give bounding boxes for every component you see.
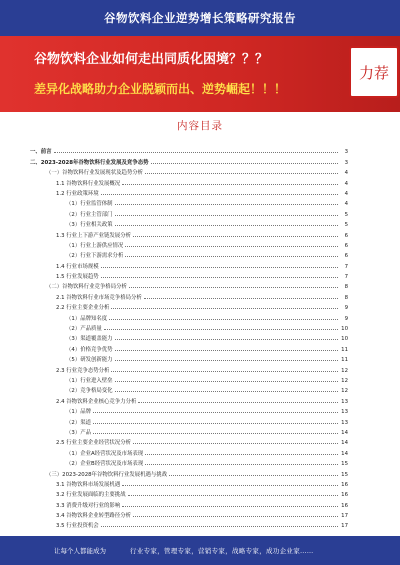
toc-leader-dots — [54, 152, 338, 153]
toc-leader-dots — [104, 329, 338, 330]
toc-entry-page: 13 — [341, 409, 348, 416]
toc-entry-page: 14 — [341, 450, 348, 457]
toc-entry[interactable] — [30, 415, 348, 425]
toc-entry-label: （2）行业下游需求分析 — [66, 253, 124, 260]
toc-entry-label: 2.2 行业主要企业分析 — [56, 305, 110, 312]
toc-entry-page: 10 — [341, 326, 348, 333]
toc-entry[interactable] — [30, 446, 348, 456]
toc-leader-dots — [93, 412, 338, 413]
toc-entry-page: 15 — [341, 471, 348, 478]
toc-entry-page: 17 — [341, 523, 348, 530]
toc-entry-label: 3.3 消费升级对行业的影响 — [56, 502, 121, 509]
toc-leader-dots — [122, 184, 338, 185]
toc-entry-label: 3.5 行业投资机会 — [56, 523, 99, 530]
toc-entry-label: （1）行业监管体制 — [66, 201, 113, 208]
toc-entry-label: （一）谷物饮料行业发展现状及趋势分析 — [46, 170, 144, 177]
toc-entry[interactable] — [30, 176, 348, 186]
toc-leader-dots — [101, 277, 338, 278]
toc-entry-page: 17 — [341, 513, 348, 520]
toc-entry-label: （1）行业上游供应情况 — [66, 242, 124, 249]
toc-entry[interactable] — [30, 363, 348, 373]
toc-entry-label: （三）2023-2028年谷物饮料行业发展机遇与挑战 — [46, 471, 168, 478]
toc-entry[interactable] — [30, 488, 348, 498]
toc-entry-page: 12 — [341, 367, 348, 374]
toc-entry-label: 1.5 行业发展趋势 — [56, 274, 99, 281]
toc-entry-label: 3.4 谷物饮料企业转型路径分析 — [56, 513, 131, 520]
toc-leader-dots — [115, 225, 338, 226]
toc-leader-dots — [93, 433, 338, 434]
toc-entry-page: 9 — [344, 305, 348, 312]
toc-entry-page: 12 — [341, 388, 348, 395]
toc-entry[interactable] — [30, 374, 348, 384]
footer-slogan: 让每个人都能成为 — [54, 547, 106, 555]
toc-entry-label: （1）品牌 — [66, 409, 91, 416]
toc-entry-label: 二、2023-2028年谷物饮料行业发展及竞争态势 — [30, 159, 149, 166]
report-title: 谷物饮料企业逆势增长策略研究报告 — [104, 11, 296, 25]
toc-entry-label: （2）竞争格局变化 — [66, 388, 113, 395]
toc-entry-page: 8 — [344, 294, 348, 301]
footer-roles: 行业专家，管理专家，营销专家，战略专家，成功企业家…… — [130, 547, 314, 555]
toc-leader-dots — [101, 267, 338, 268]
toc-entry-label: （1）企业A经营状况及市场表现 — [66, 450, 144, 457]
toc-leader-dots — [144, 298, 338, 299]
toc-entry-label: （3）渠道覆盖能力 — [66, 336, 113, 343]
toc-entry-page: 6 — [344, 242, 348, 249]
toc-entry-label: 1.3 行业上下游产业链发展分析 — [56, 232, 131, 239]
toc-entry[interactable] — [30, 197, 348, 207]
toc-entry-page: 14 — [341, 429, 348, 436]
toc-entry-label: 3.2 行业发展面临的主要挑战 — [56, 492, 126, 499]
toc-entry[interactable] — [30, 519, 348, 529]
toc-entry[interactable] — [30, 384, 348, 394]
toc-leader-dots — [122, 485, 338, 486]
toc-leader-dots — [111, 371, 338, 372]
toc-leader-dots — [122, 506, 338, 507]
toc-entry[interactable] — [30, 457, 348, 467]
toc-entry-label: （3）产品 — [66, 429, 91, 436]
toc-entry[interactable] — [30, 155, 348, 165]
toc-entry-label: （1）行业进入壁垒 — [66, 377, 113, 384]
toc-leader-dots — [93, 423, 338, 424]
toc-leader-dots — [151, 163, 339, 164]
toc-entry-page: 8 — [344, 284, 348, 291]
toc-entry-page: 3 — [344, 149, 348, 156]
toc-leader-dots — [115, 350, 338, 351]
toc-entry[interactable] — [30, 166, 348, 176]
toc-entry-page: 5 — [344, 211, 348, 218]
toc-leader-dots — [145, 454, 338, 455]
toc-leader-dots — [169, 475, 338, 476]
toc-entry-page: 16 — [341, 481, 348, 488]
toc-leader-dots — [111, 308, 338, 309]
toc-title: 内容目录 — [177, 120, 223, 132]
toc-entry[interactable] — [30, 394, 348, 404]
toc-leader-dots — [125, 256, 338, 257]
toc-entry-label: 一、前言 — [30, 149, 52, 156]
toc-entry-page: 7 — [344, 274, 348, 281]
toc-entry-page: 5 — [344, 222, 348, 229]
toc-entry-page: 12 — [341, 377, 348, 384]
toc-entry[interactable] — [30, 280, 348, 290]
toc-leader-dots — [115, 204, 338, 205]
toc-entry-label: （二）谷物饮料行业竞争格局分析 — [46, 284, 127, 291]
toc-entry-label: 2.1 谷物饮料行业市场竞争格局分析 — [56, 294, 142, 301]
toc-leader-dots — [115, 339, 338, 340]
toc-entry[interactable] — [30, 228, 348, 238]
toc-entry-label: 2.5 行业主要企业经营状况分析 — [56, 440, 131, 447]
table-of-contents — [30, 145, 348, 529]
promo-banner — [0, 36, 400, 112]
toc-leader-dots — [115, 381, 338, 382]
toc-leader-dots — [115, 215, 338, 216]
toc-entry-label: （1）品牌知名度 — [66, 315, 108, 322]
toc-entry[interactable] — [30, 301, 348, 311]
toc-entry[interactable] — [30, 311, 348, 321]
toc-entry[interactable] — [30, 426, 348, 436]
toc-entry-page: 7 — [344, 263, 348, 270]
toc-entry-label: 1.4 行业市场规模 — [56, 263, 99, 270]
report-header — [0, 0, 400, 36]
toc-leader-dots — [128, 495, 338, 496]
toc-entry[interactable] — [30, 353, 348, 363]
toc-leader-dots — [115, 360, 338, 361]
toc-entry[interactable] — [30, 332, 348, 342]
toc-entry-label: （5）研发创新能力 — [66, 357, 113, 364]
toc-entry-page: 11 — [341, 346, 348, 353]
toc-leader-dots — [101, 194, 338, 195]
toc-entry[interactable] — [30, 478, 348, 488]
toc-entry-page: 6 — [344, 232, 348, 239]
toc-entry-page: 4 — [344, 170, 348, 177]
toc-leader-dots — [133, 236, 338, 237]
toc-leader-dots — [138, 402, 338, 403]
toc-entry[interactable] — [30, 207, 348, 217]
toc-entry-label: 1.2 行业政策环境 — [56, 190, 99, 197]
toc-entry-page: 14 — [341, 440, 348, 447]
toc-entry-page: 3 — [344, 159, 348, 166]
toc-leader-dots — [133, 443, 338, 444]
toc-entry[interactable] — [30, 498, 348, 508]
toc-leader-dots — [145, 464, 338, 465]
toc-entry-page: 10 — [341, 336, 348, 343]
toc-leader-dots — [129, 287, 338, 288]
toc-leader-dots — [109, 319, 338, 320]
banner-question: 谷物饮料企业如何走出同质化困境？？？ — [34, 52, 269, 67]
toc-leader-dots — [133, 516, 338, 517]
toc-leader-dots — [115, 391, 338, 392]
toc-entry-page: 4 — [344, 190, 348, 197]
recommend-badge: 力荐 — [349, 46, 399, 98]
toc-entry-label: （3）行业相关政策 — [66, 222, 113, 229]
toc-leader-dots — [101, 526, 338, 527]
toc-entry-label: 1.1 谷物饮料行业发展概况 — [56, 180, 121, 187]
toc-entry-label: 2.3 行业竞争态势分析 — [56, 367, 110, 374]
toc-entry[interactable] — [30, 249, 348, 259]
toc-entry-page: 13 — [341, 419, 348, 426]
footer-bar — [0, 536, 400, 565]
toc-entry[interactable] — [30, 405, 348, 415]
toc-entry[interactable] — [30, 187, 348, 197]
toc-entry-page: 16 — [341, 492, 348, 499]
toc-entry[interactable] — [30, 467, 348, 477]
toc-entry-page: 4 — [344, 180, 348, 187]
toc-entry[interactable] — [30, 322, 348, 332]
toc-entry[interactable] — [30, 259, 348, 269]
toc-entry-page: 15 — [341, 461, 348, 468]
toc-entry-label: 2.4 谷物饮料企业核心竞争力分析 — [56, 398, 137, 405]
toc-entry-page: 11 — [341, 357, 348, 364]
toc-entry[interactable] — [30, 342, 348, 352]
toc-entry-page: 4 — [344, 201, 348, 208]
toc-entry-page: 13 — [341, 398, 348, 405]
toc-entry[interactable] — [30, 145, 348, 155]
toc-entry[interactable] — [30, 270, 348, 280]
toc-leader-dots — [145, 173, 338, 174]
toc-entry[interactable] — [30, 509, 348, 519]
toc-entry-label: （4）价格竞争优势 — [66, 346, 113, 353]
toc-leader-dots — [125, 246, 338, 247]
toc-entry[interactable] — [30, 218, 348, 228]
banner-subtitle: 差异化战略助力企业脱颖而出、逆势崛起！！！ — [34, 82, 287, 96]
toc-entry[interactable] — [30, 290, 348, 300]
toc-entry[interactable] — [30, 239, 348, 249]
toc-entry-page: 6 — [344, 253, 348, 260]
toc-entry-label: （2）行业主管部门 — [66, 211, 113, 218]
toc-entry-label: （2）企业B经营状况及市场表现 — [66, 461, 144, 468]
toc-entry-page: 16 — [341, 502, 348, 509]
toc-entry-label: 3.1 谷物饮料市场发展机遇 — [56, 481, 121, 488]
toc-entry-label: （2）渠道 — [66, 419, 91, 426]
toc-entry[interactable] — [30, 436, 348, 446]
toc-entry-label: （2）产品质量 — [66, 326, 102, 333]
toc-entry-page: 9 — [344, 315, 348, 322]
